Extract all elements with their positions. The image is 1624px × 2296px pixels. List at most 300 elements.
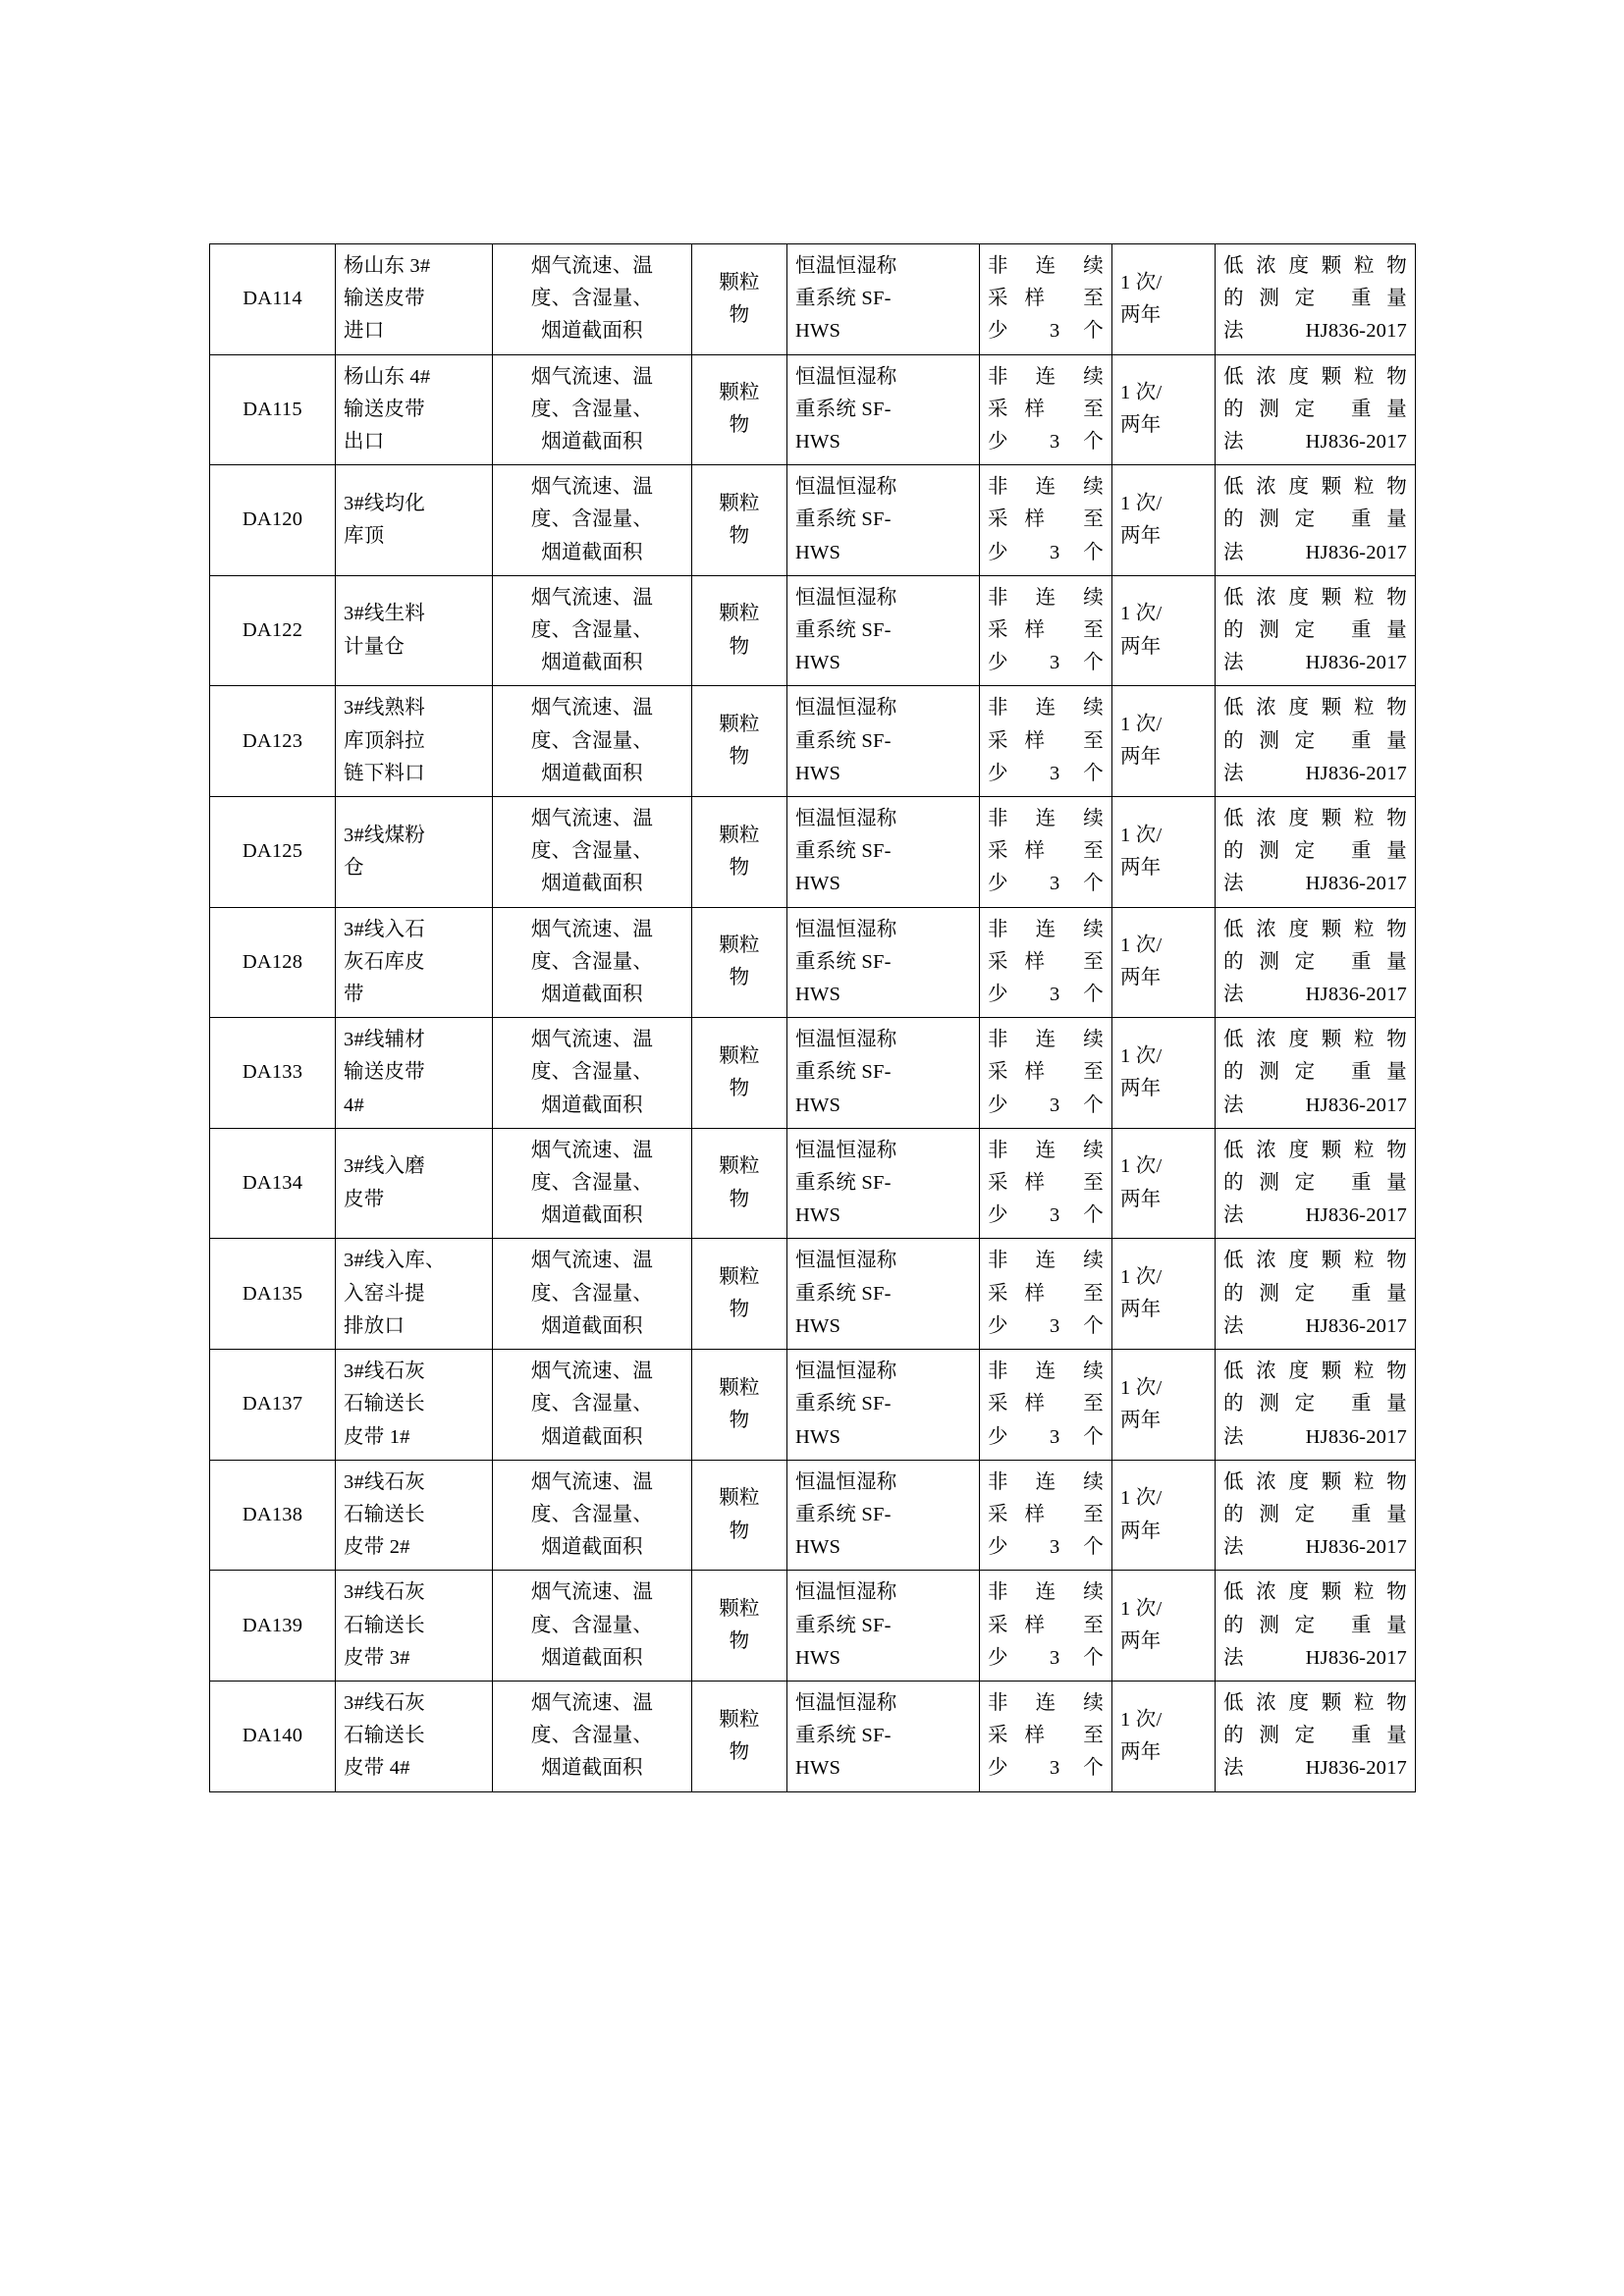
cell-line: 度、含湿量、: [530, 840, 654, 863]
cell-frequency: [1112, 1128, 1216, 1239]
cell-line: 两年: [1120, 525, 1162, 548]
cell-line: 采样 至: [988, 950, 1104, 973]
table-row: [210, 797, 1416, 908]
cell-line: 石输送长: [344, 1503, 425, 1525]
cell-line: 法 HJ836-2017: [1223, 1314, 1407, 1337]
cell-line: 烟气流速、温: [530, 476, 654, 499]
cell-outlet-name: [336, 797, 493, 908]
cell-outlet-name: [336, 1681, 493, 1791]
cell-line: HWS: [795, 984, 841, 1006]
cell-pollutant: [692, 797, 787, 908]
cell-outlet-code: DA115: [210, 354, 336, 465]
cell-line: 低浓度颗粒物: [1223, 1691, 1407, 1714]
cell-line: 少 3 个: [988, 1536, 1104, 1559]
cell-line: 链下料口: [344, 762, 425, 784]
cell-outlet-code: DA120: [210, 465, 336, 576]
cell-line: 3#线石灰: [344, 1470, 425, 1493]
cell-outlet-code: DA140: [210, 1681, 336, 1791]
cell-line: 物: [729, 1740, 750, 1763]
cell-pollutant: [692, 686, 787, 797]
table-row: [210, 244, 1416, 355]
cell-line: 度、含湿量、: [530, 1061, 654, 1084]
cell-line: 的测定 重量: [1223, 950, 1407, 973]
cell-line: 低浓度颗粒物: [1223, 1250, 1407, 1272]
cell-line: 重系统 SF-: [795, 619, 892, 642]
cell-monitor-params: [493, 1350, 692, 1461]
cell-line: 颗粒: [719, 934, 760, 957]
cell-line: 的测定 重量: [1223, 508, 1407, 531]
table-row: [210, 686, 1416, 797]
monitoring-points-table: [209, 243, 1416, 1792]
cell-line: 烟气流速、温: [530, 1029, 654, 1051]
cell-line: 采样 至: [988, 1614, 1104, 1636]
cell-line: 烟道截面积: [541, 1314, 643, 1337]
cell-line: 采样 至: [988, 619, 1104, 642]
cell-line: 仓: [344, 856, 364, 879]
cell-line: 的测定 重量: [1223, 398, 1407, 420]
cell-line: 3#线煤粉: [344, 824, 425, 846]
cell-frequency: [1112, 1239, 1216, 1350]
cell-pollutant: [692, 354, 787, 465]
cell-line: 重系统 SF-: [795, 1614, 892, 1636]
cell-line: 颗粒: [719, 1044, 760, 1067]
cell-line: 物: [729, 1078, 750, 1100]
cell-frequency: [1112, 1018, 1216, 1129]
cell-line: 法 HJ836-2017: [1223, 873, 1407, 895]
cell-line: 两年: [1120, 967, 1162, 989]
cell-line: 烟道截面积: [541, 873, 643, 895]
cell-line: 恒温恒湿称: [795, 1470, 897, 1493]
cell-analysis-method: [1216, 1460, 1416, 1571]
cell-line: 3#线入库、: [344, 1250, 446, 1272]
cell-monitor-params: [493, 1018, 692, 1129]
cell-line: 皮带: [344, 1188, 385, 1210]
cell-line: HWS: [795, 1646, 841, 1669]
cell-pollutant: [692, 1681, 787, 1791]
cell-line: 法 HJ836-2017: [1223, 1536, 1407, 1559]
cell-line: 物: [729, 525, 750, 548]
cell-line: 物: [729, 1188, 750, 1210]
cell-line: 恒温恒湿称: [795, 1581, 897, 1604]
cell-line: 物: [729, 746, 750, 769]
cell-outlet-name: [336, 575, 493, 686]
cell-line: 重系统 SF-: [795, 398, 892, 420]
cell-line: HWS: [795, 1757, 841, 1780]
cell-device: [787, 244, 980, 355]
cell-line: 少 3 个: [988, 873, 1104, 895]
cell-line: 烟气流速、温: [530, 697, 654, 720]
cell-analysis-method: [1216, 354, 1416, 465]
cell-line: 重系统 SF-: [795, 508, 892, 531]
cell-device: [787, 1128, 980, 1239]
cell-outlet-name: [336, 1128, 493, 1239]
cell-analysis-method: [1216, 244, 1416, 355]
cell-line: 两年: [1120, 1630, 1162, 1653]
cell-line: 1 次/: [1120, 603, 1163, 625]
cell-line: 烟道截面积: [541, 762, 643, 784]
cell-line: 物: [729, 414, 750, 437]
cell-outlet-code: DA137: [210, 1350, 336, 1461]
cell-monitor-params: [493, 1460, 692, 1571]
cell-frequency: [1112, 1460, 1216, 1571]
cell-line: 颗粒: [719, 603, 760, 625]
cell-sampling-method: [980, 686, 1112, 797]
cell-line: 两年: [1120, 856, 1162, 879]
cell-line: 度、含湿量、: [530, 1393, 654, 1415]
cell-pollutant: [692, 907, 787, 1018]
cell-line: 恒温恒湿称: [795, 586, 897, 609]
cell-outlet-code: DA122: [210, 575, 336, 686]
cell-line: 度、含湿量、: [530, 1725, 654, 1747]
cell-line: 恒温恒湿称: [795, 697, 897, 720]
cell-line: 非连续: [988, 476, 1104, 499]
cell-line: 少 3 个: [988, 541, 1104, 563]
cell-line: 烟气流速、温: [530, 1581, 654, 1604]
cell-line: 非连续: [988, 1470, 1104, 1493]
cell-line: 采样 至: [988, 729, 1104, 752]
cell-pollutant: [692, 1460, 787, 1571]
cell-line: 法 HJ836-2017: [1223, 320, 1407, 343]
cell-line: 采样 至: [988, 398, 1104, 420]
cell-line: 重系统 SF-: [795, 1393, 892, 1415]
cell-line: 非连续: [988, 1029, 1104, 1051]
cell-analysis-method: [1216, 1128, 1416, 1239]
cell-device: [787, 575, 980, 686]
cell-monitor-params: [493, 1571, 692, 1682]
cell-line: 少 3 个: [988, 1314, 1104, 1337]
cell-line: 1 次/: [1120, 714, 1163, 736]
cell-line: 烟道截面积: [541, 1425, 643, 1448]
cell-line: 重系统 SF-: [795, 840, 892, 863]
cell-line: 采样 至: [988, 1393, 1104, 1415]
cell-analysis-method: [1216, 797, 1416, 908]
cell-line: 1 次/: [1120, 1266, 1163, 1289]
cell-line: 3#线入石: [344, 918, 425, 940]
cell-line: 重系统 SF-: [795, 729, 892, 752]
cell-line: 非连续: [988, 255, 1104, 277]
cell-line: 颗粒: [719, 492, 760, 514]
cell-outlet-code: DA139: [210, 1571, 336, 1682]
table-row: [210, 1350, 1416, 1461]
cell-line: 少 3 个: [988, 984, 1104, 1006]
cell-outlet-name: [336, 907, 493, 1018]
cell-sampling-method: [980, 1460, 1112, 1571]
cell-line: 库顶: [344, 525, 385, 548]
cell-outlet-name: [336, 686, 493, 797]
cell-outlet-name: [336, 1018, 493, 1129]
cell-line: 颗粒: [719, 1597, 760, 1620]
cell-analysis-method: [1216, 1018, 1416, 1129]
cell-line: 重系统 SF-: [795, 950, 892, 973]
cell-line: 度、含湿量、: [530, 619, 654, 642]
cell-line: 皮带 2#: [344, 1536, 410, 1559]
cell-line: 度、含湿量、: [530, 1614, 654, 1636]
cell-outlet-name: [336, 1350, 493, 1461]
table-row: [210, 1681, 1416, 1791]
cell-line: 恒温恒湿称: [795, 1361, 897, 1383]
cell-line: 度、含湿量、: [530, 950, 654, 973]
cell-line: 恒温恒湿称: [795, 255, 897, 277]
cell-monitor-params: [493, 1239, 692, 1350]
cell-line: 排放口: [344, 1314, 406, 1337]
table-row: [210, 575, 1416, 686]
cell-line: HWS: [795, 541, 841, 563]
cell-line: 法 HJ836-2017: [1223, 652, 1407, 674]
cell-line: 的测定 重量: [1223, 619, 1407, 642]
table-body: [210, 244, 1416, 1792]
cell-line: 少 3 个: [988, 1757, 1104, 1780]
table-row: [210, 465, 1416, 576]
cell-line: 的测定 重量: [1223, 1282, 1407, 1305]
cell-line: 皮带 1#: [344, 1425, 410, 1448]
cell-frequency: [1112, 797, 1216, 908]
cell-line: 的测定 重量: [1223, 1061, 1407, 1084]
cell-pollutant: [692, 1571, 787, 1682]
cell-line: 两年: [1120, 414, 1162, 437]
cell-line: 烟道截面积: [541, 1094, 643, 1116]
cell-monitor-params: [493, 1128, 692, 1239]
cell-line: 法 HJ836-2017: [1223, 1757, 1407, 1780]
cell-line: 重系统 SF-: [795, 288, 892, 310]
cell-device: [787, 686, 980, 797]
table-row: [210, 1128, 1416, 1239]
cell-line: 度、含湿量、: [530, 729, 654, 752]
cell-device: [787, 1571, 980, 1682]
cell-analysis-method: [1216, 465, 1416, 576]
table-row: [210, 1571, 1416, 1682]
cell-sampling-method: [980, 907, 1112, 1018]
cell-line: 采样 至: [988, 288, 1104, 310]
cell-line: 低浓度颗粒物: [1223, 1361, 1407, 1383]
cell-line: 两年: [1120, 1299, 1162, 1321]
cell-line: 1 次/: [1120, 1044, 1163, 1067]
cell-frequency: [1112, 465, 1216, 576]
cell-sampling-method: [980, 1239, 1112, 1350]
cell-pollutant: [692, 575, 787, 686]
cell-pollutant: [692, 465, 787, 576]
cell-line: 少 3 个: [988, 431, 1104, 454]
cell-line: 烟道截面积: [541, 1646, 643, 1669]
cell-line: 灰石库皮: [344, 950, 425, 973]
cell-line: 石输送长: [344, 1725, 425, 1747]
cell-line: 采样 至: [988, 840, 1104, 863]
cell-sampling-method: [980, 797, 1112, 908]
cell-line: 法 HJ836-2017: [1223, 984, 1407, 1006]
cell-frequency: [1112, 907, 1216, 1018]
cell-line: 烟气流速、温: [530, 918, 654, 940]
cell-frequency: [1112, 1571, 1216, 1682]
cell-line: HWS: [795, 1204, 841, 1227]
cell-line: 非连续: [988, 1250, 1104, 1272]
cell-line: 物: [729, 635, 750, 658]
cell-line: 度、含湿量、: [530, 288, 654, 310]
cell-line: 低浓度颗粒物: [1223, 1029, 1407, 1051]
cell-analysis-method: [1216, 575, 1416, 686]
cell-analysis-method: [1216, 907, 1416, 1018]
cell-line: 少 3 个: [988, 762, 1104, 784]
cell-outlet-code: DA114: [210, 244, 336, 355]
cell-line: 带: [344, 984, 364, 1006]
cell-line: 非连续: [988, 1361, 1104, 1383]
cell-outlet-name: [336, 354, 493, 465]
cell-line: 烟气流速、温: [530, 808, 654, 830]
cell-outlet-name: [336, 244, 493, 355]
cell-line: 3#线入磨: [344, 1155, 425, 1178]
cell-line: 入窑斗提: [344, 1282, 425, 1305]
cell-line: 的测定 重量: [1223, 840, 1407, 863]
cell-line: 颗粒: [719, 1376, 760, 1399]
cell-line: 度、含湿量、: [530, 1172, 654, 1195]
cell-analysis-method: [1216, 1350, 1416, 1461]
cell-line: 3#线均化: [344, 492, 425, 514]
cell-line: 度、含湿量、: [530, 1282, 654, 1305]
cell-line: 度、含湿量、: [530, 1503, 654, 1525]
cell-line: 物: [729, 1520, 750, 1542]
cell-line: 恒温恒湿称: [795, 1139, 897, 1161]
table-row: [210, 907, 1416, 1018]
cell-line: 的测定 重量: [1223, 729, 1407, 752]
cell-line: 少 3 个: [988, 320, 1104, 343]
cell-outlet-name: [336, 1571, 493, 1682]
cell-device: [787, 1239, 980, 1350]
cell-line: HWS: [795, 320, 841, 343]
cell-line: 1 次/: [1120, 934, 1163, 957]
cell-line: 3#线辅材: [344, 1029, 425, 1051]
cell-line: 4#: [344, 1094, 364, 1116]
cell-line: 皮带 3#: [344, 1646, 410, 1669]
cell-line: 采样 至: [988, 1725, 1104, 1747]
cell-line: 颗粒: [719, 1266, 760, 1289]
cell-line: 少 3 个: [988, 652, 1104, 674]
cell-outlet-name: [336, 1460, 493, 1571]
cell-line: 两年: [1120, 746, 1162, 769]
cell-device: [787, 354, 980, 465]
cell-line: 1 次/: [1120, 1155, 1163, 1178]
cell-line: 恒温恒湿称: [795, 476, 897, 499]
cell-line: 的测定 重量: [1223, 1725, 1407, 1747]
cell-line: 恒温恒湿称: [795, 365, 897, 388]
cell-line: 烟道截面积: [541, 431, 643, 454]
cell-line: 3#线石灰: [344, 1691, 425, 1714]
cell-line: 1 次/: [1120, 824, 1163, 846]
cell-line: 恒温恒湿称: [795, 808, 897, 830]
cell-sampling-method: [980, 465, 1112, 576]
cell-outlet-code: DA128: [210, 907, 336, 1018]
cell-line: 3#线石灰: [344, 1581, 425, 1604]
cell-line: 库顶斜拉: [344, 729, 425, 752]
cell-outlet-code: DA125: [210, 797, 336, 908]
cell-line: 法 HJ836-2017: [1223, 1425, 1407, 1448]
cell-line: 非连续: [988, 586, 1104, 609]
cell-sampling-method: [980, 575, 1112, 686]
cell-line: 低浓度颗粒物: [1223, 1470, 1407, 1493]
cell-line: 的测定 重量: [1223, 288, 1407, 310]
cell-line: 颗粒: [719, 271, 760, 294]
cell-monitor-params: [493, 575, 692, 686]
cell-line: HWS: [795, 1536, 841, 1559]
cell-frequency: [1112, 244, 1216, 355]
cell-line: 皮带 4#: [344, 1757, 410, 1780]
monitoring-points-table-wrapper: [209, 243, 1415, 1792]
cell-line: 的测定 重量: [1223, 1172, 1407, 1195]
cell-line: 输送皮带: [344, 288, 425, 310]
cell-line: 法 HJ836-2017: [1223, 541, 1407, 563]
cell-line: 烟气流速、温: [530, 1361, 654, 1383]
cell-line: 非连续: [988, 808, 1104, 830]
cell-line: 物: [729, 967, 750, 989]
cell-line: 度、含湿量、: [530, 508, 654, 531]
cell-line: 非连续: [988, 1139, 1104, 1161]
cell-sampling-method: [980, 1681, 1112, 1791]
cell-line: 度、含湿量、: [530, 398, 654, 420]
cell-line: 烟气流速、温: [530, 586, 654, 609]
cell-frequency: [1112, 1681, 1216, 1791]
cell-line: 重系统 SF-: [795, 1503, 892, 1525]
cell-frequency: [1112, 1350, 1216, 1461]
cell-line: 两年: [1120, 635, 1162, 658]
cell-line: 1 次/: [1120, 1376, 1163, 1399]
cell-line: HWS: [795, 762, 841, 784]
table-row: [210, 1018, 1416, 1129]
cell-frequency: [1112, 354, 1216, 465]
cell-line: 重系统 SF-: [795, 1725, 892, 1747]
cell-monitor-params: [493, 244, 692, 355]
cell-line: 烟道截面积: [541, 1536, 643, 1559]
cell-line: 1 次/: [1120, 492, 1163, 514]
cell-line: HWS: [795, 1425, 841, 1448]
cell-line: 输送皮带: [344, 398, 425, 420]
cell-line: 的测定 重量: [1223, 1614, 1407, 1636]
cell-outlet-code: DA134: [210, 1128, 336, 1239]
cell-sampling-method: [980, 354, 1112, 465]
cell-line: 烟道截面积: [541, 541, 643, 563]
cell-sampling-method: [980, 244, 1112, 355]
cell-line: 非连续: [988, 918, 1104, 940]
cell-line: HWS: [795, 431, 841, 454]
cell-line: 颗粒: [719, 382, 760, 404]
cell-line: 进口: [344, 320, 385, 343]
cell-line: 颗粒: [719, 1155, 760, 1178]
cell-line: 杨山东 3#: [344, 255, 431, 277]
cell-device: [787, 907, 980, 1018]
cell-line: 恒温恒湿称: [795, 918, 897, 940]
cell-line: 烟道截面积: [541, 1757, 643, 1780]
table-row: [210, 354, 1416, 465]
cell-frequency: [1112, 575, 1216, 686]
cell-monitor-params: [493, 354, 692, 465]
cell-line: 物: [729, 1299, 750, 1321]
cell-line: HWS: [795, 652, 841, 674]
cell-line: 恒温恒湿称: [795, 1250, 897, 1272]
cell-line: 1 次/: [1120, 271, 1163, 294]
cell-pollutant: [692, 1239, 787, 1350]
cell-monitor-params: [493, 907, 692, 1018]
cell-line: 物: [729, 1630, 750, 1653]
table-row: [210, 1460, 1416, 1571]
table-row: [210, 1239, 1416, 1350]
cell-line: 烟道截面积: [541, 320, 643, 343]
cell-line: HWS: [795, 1314, 841, 1337]
cell-device: [787, 465, 980, 576]
cell-sampling-method: [980, 1128, 1112, 1239]
cell-line: 烟道截面积: [541, 652, 643, 674]
cell-line: 烟道截面积: [541, 1204, 643, 1227]
cell-line: 颗粒: [719, 824, 760, 846]
cell-line: 非连续: [988, 1691, 1104, 1714]
cell-line: 少 3 个: [988, 1425, 1104, 1448]
cell-monitor-params: [493, 686, 692, 797]
cell-line: 3#线石灰: [344, 1361, 425, 1383]
